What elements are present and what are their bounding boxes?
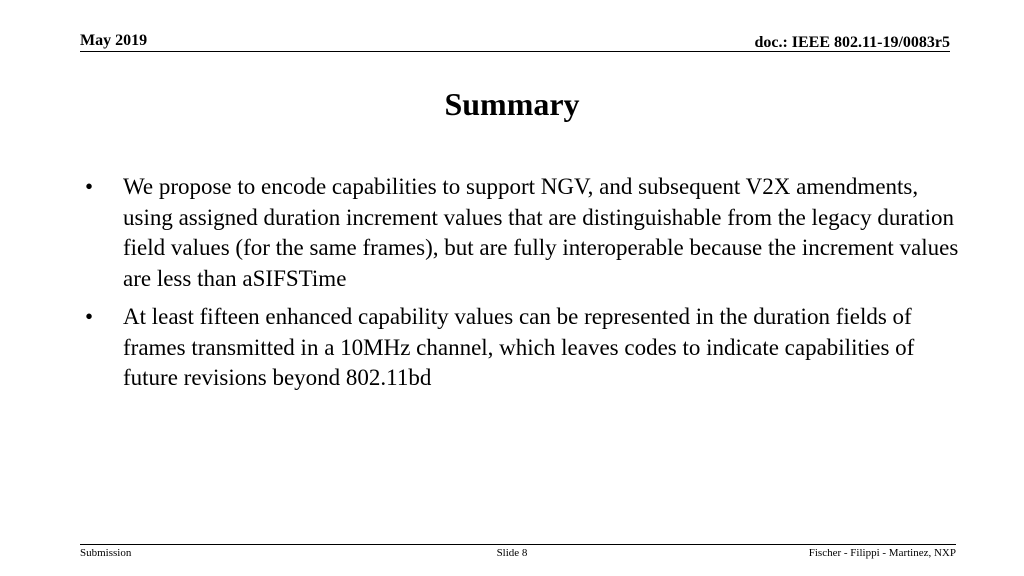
bullet-text: We propose to encode capabilities to support NGV, and subsequent V2X amendments, using assigned duration increment values that are distinguishable from the legacy duration field values (for the same frames), but are fully interoperable because the increment values are less than aSIFSTime [123, 174, 959, 291]
header-date: May 2019 [80, 32, 148, 49]
bullet-marker: • [85, 304, 94, 329]
bullet-marker: • [85, 174, 94, 199]
footer-slide-number: Slide 8 [496, 547, 528, 559]
bullet-list [80, 172, 960, 402]
bullet-item [80, 302, 960, 394]
slide-title: Summary [444, 86, 580, 122]
footer-submission: Submission [80, 547, 132, 559]
bullet-text: At least fifteen enhanced capability values can be represented in the duration fields of frames transmitted in a 10MHz channel, which leaves codes to indicate capabilities of future revisions beyond 802.11bd [123, 304, 915, 390]
bullet-item [80, 172, 960, 294]
footer-authors: Fischer - Filippi - Martinez, NXP [808, 547, 956, 559]
footer-divider [80, 544, 956, 545]
header-doc-id: doc.: IEEE 802.11-19/0083r5 [754, 34, 950, 51]
header-divider [80, 51, 950, 52]
